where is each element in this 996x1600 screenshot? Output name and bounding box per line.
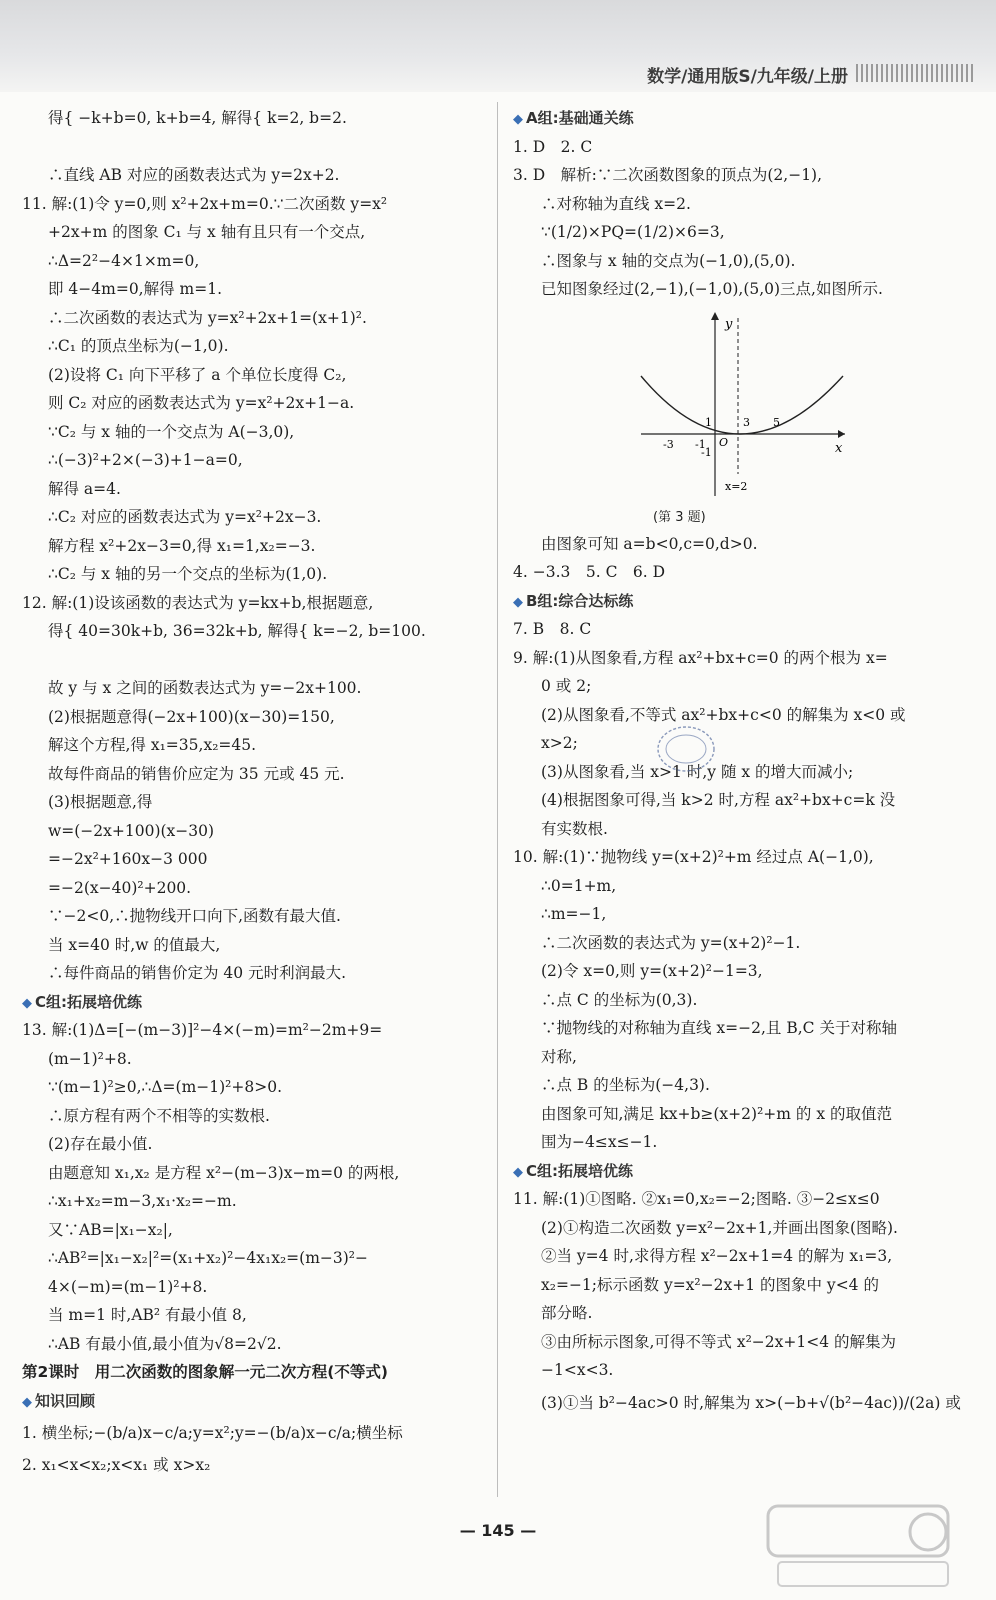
text-line: (3)根据题意,得 [48, 793, 153, 811]
section-heading: ◆ A组:基础通关练 [513, 109, 634, 127]
text-line: ∴二次函数的表达式为 y=(x+2)²−1. [541, 933, 801, 952]
text-line: 又∵AB=|x₁−x₂|, [48, 1220, 173, 1239]
text-line: 得{ −k+b=0, k+b=4, 解得{ k=2, b=2. [48, 109, 347, 127]
text-line: (2)①构造二次函数 y=x²−2x+1,并画出图象(图略). [541, 1218, 898, 1237]
parabola-graph [513, 306, 979, 504]
text-line: ∴x₁+x₂=m−3,x₁·x₂=−m. [48, 1192, 237, 1210]
diamond-icon: ◆ [513, 1164, 523, 1180]
text-line: 解这个方程,得 x₁=35,x₂=45. [48, 736, 257, 754]
text-line: 12. 解:(1)设该函数的表达式为 y=kx+b,根据题意, [22, 593, 374, 612]
x-axis-label: x [835, 440, 843, 456]
section-heading: ◆ C组:拓展培优练 [22, 992, 143, 1011]
text-line: 解方程 x²+2x−3=0,得 x₁=1,x₂=−3. [48, 536, 316, 555]
text-line: 则 C₂ 对应的函数表达式为 y=x²+2x+1−a. [48, 394, 355, 412]
diamond-icon: ◆ [513, 112, 523, 127]
text-line: 故每件商品的销售价应定为 35 元或 45 元. [48, 764, 345, 783]
text-line: 1. D 2. C [513, 137, 593, 156]
text-line: ∴点 C 的坐标为(0,3). [541, 990, 698, 1009]
text-line: 0 或 2; [541, 677, 592, 695]
text-line: 11. 解:(1)①图略. ②x₁=0,x₂=−2;图略. ③−2≤x≤0 [513, 1190, 880, 1208]
figure-caption: (第 3 题) [653, 509, 706, 525]
text-line: ∴图象与 x 轴的交点为(−1,0),(5,0). [541, 251, 796, 270]
text-line: x>2; [541, 734, 578, 752]
y-axis-label: y [725, 316, 733, 332]
text-line: ∵抛物线的对称轴为直线 x=−2,且 B,C 关于对称轴 [541, 1019, 897, 1037]
right-column [513, 104, 979, 1421]
stamp-seal [654, 722, 718, 776]
text-line: (2)设将 C₁ 向下平移了 a 个单位长度得 C₂, [48, 365, 347, 384]
y-axis-arrow [711, 312, 719, 320]
text-line: 由图象可知,满足 kx+b≥(x+2)²+m 的 x 的取值范 [541, 1104, 892, 1123]
text-line: =−2(x−40)²+200. [48, 878, 192, 897]
origin-label: O [719, 435, 729, 449]
graph-svg [633, 306, 853, 504]
text-line: (2)从图象看,不等式 ax²+bx+c<0 的解集为 x<0 或 [541, 705, 906, 724]
text-line: ∴原方程有两个不相等的实数根. [48, 1106, 270, 1125]
text-line: 4×(−m)=(m−1)²+8. [48, 1277, 208, 1296]
text-line: 7. B 8. C [513, 620, 592, 638]
text-line: 当 x=40 时,w 的值最大, [48, 935, 221, 954]
text-line: ∵(m−1)²≥0,∴Δ=(m−1)²+8>0. [48, 1078, 283, 1096]
text-line: 有实数根. [541, 819, 608, 838]
tick-label: -3 [663, 437, 674, 451]
text-line: 9. 解:(1)从图象看,方程 ax²+bx+c=0 的两个根为 x= [513, 648, 888, 667]
text-line: 4. −3.3 5. C 6. D [513, 563, 666, 581]
text-line: (2)令 x=0,则 y=(x+2)²−1=3, [541, 962, 763, 980]
text-line: −1<x<3. [541, 1361, 614, 1379]
text-line: (2)根据题意得(−2x+100)(x−30)=150, [48, 707, 335, 726]
text-line: ∵−2<0,∴抛物线开口向下,函数有最大值. [48, 907, 341, 925]
text-line: 11. 解:(1)令 y=0,则 x²+2x+m=0.∵二次函数 y=x² [22, 194, 388, 213]
text-line: 得{ 40=30k+b, 36=32k+b, 解得{ k=−2, b=100. [48, 622, 426, 640]
text-line: 2. x₁<x<x₂;x<x₁ 或 x>x₂ [22, 1456, 211, 1474]
text-line: (m−1)²+8. [48, 1049, 132, 1068]
text-line: ∴AB²=|x₁−x₂|²=(x₁+x₂)²−4x₁x₂=(m−3)²− [48, 1249, 368, 1267]
diamond-icon: ◆ [22, 995, 32, 1011]
text-line: ∴C₂ 与 x 轴的另一个交点的坐标为(1,0). [48, 565, 328, 583]
text-line: ∴C₁ 的顶点坐标为(−1,0). [48, 337, 229, 355]
text-line: 解得 a=4. [48, 479, 121, 498]
text-line: ②当 y=4 时,求得方程 x²−2x+1=4 的解为 x₁=3, [541, 1247, 893, 1265]
column-divider [497, 102, 498, 1497]
lesson-title: 第2课时 用二次函数的图象解一元二次方程(不等式) [22, 1363, 388, 1381]
text-line: ∴Δ=2²−4×1×m=0, [48, 251, 200, 270]
page-header [0, 0, 996, 92]
text-line: 部分略. [541, 1304, 593, 1322]
text-line: (2)存在最小值. [48, 1135, 153, 1153]
y-tick-label: 1 [705, 415, 712, 429]
text-line: ∴每件商品的销售价定为 40 元时利润最大. [48, 964, 347, 982]
text-line: =−2x²+160x−3 000 [48, 850, 208, 868]
text-line: 围为−4≤x≤−1. [541, 1133, 658, 1151]
text-line: ∴(−3)²+2×(−3)+1−a=0, [48, 451, 243, 469]
text-line: (3)从图象看,当 x>1 时,y 随 x 的增大而减小; [541, 762, 854, 781]
text-line: (3)①当 b²−4ac>0 时,解集为 x>(−b+√(b²−4ac))/(2a) 或 [541, 1393, 961, 1412]
tick-label: 5 [773, 415, 780, 429]
text-line: ∴C₂ 对应的函数表达式为 y=x²+2x−3. [48, 508, 322, 526]
watermark-logo [748, 1500, 968, 1592]
book-title: 数学/通用版S/九年级/上册 [647, 67, 848, 87]
left-column [22, 104, 482, 1480]
section-heading: ◆ 知识回顾 [22, 1391, 96, 1410]
text-line: w=(−2x+100)(x−30) [48, 821, 215, 840]
x-axis-arrow [838, 430, 845, 438]
text-line: ∴m=−1, [541, 905, 607, 923]
text-line: 故 y 与 x 之间的函数表达式为 y=−2x+100. [48, 679, 362, 697]
text-line: ∵(1/2)×PQ=(1/2)×6=3, [541, 223, 725, 241]
text-line: 13. 解:(1)Δ=[−(m−3)]²−4×(−m)=m²−2m+9= [22, 1021, 383, 1039]
parabola-curve [641, 376, 843, 434]
text-line: ③由所标示图象,可得不等式 x²−2x+1<4 的解集为 [541, 1332, 897, 1351]
symmetry-label: x=2 [725, 479, 748, 493]
text-line: ∴点 B 的坐标为(−4,3). [541, 1076, 710, 1094]
text-line: 3. D 解析:∵二次函数图象的顶点为(2,−1), [513, 166, 823, 184]
text-line: 即 4−4m=0,解得 m=1. [48, 280, 223, 298]
tick-label: -1 [695, 437, 706, 451]
text-line: 已知图象经过(2,−1),(−1,0),(5,0)三点,如图所示. [541, 280, 883, 298]
text-line: (4)根据图象可得,当 k>2 时,方程 ax²+bx+c=k 没 [541, 791, 896, 809]
text-line: ∴AB 有最小值,最小值为√8=2√2. [48, 1334, 282, 1353]
section-heading: ◆ B组:综合达标练 [513, 591, 634, 610]
section-heading: ◆ C组:拓展培优练 [513, 1161, 634, 1180]
page-number: — 145 — [459, 1521, 537, 1540]
text-line: +2x+m 的图象 C₁ 与 x 轴有且只有一个交点, [48, 223, 366, 241]
text-line: 10. 解:(1)∵抛物线 y=(x+2)²+m 经过点 A(−1,0), [513, 848, 874, 866]
text-line: 1. 横坐标;−(b/a)x−c/a;y=x²;y=−(b/a)x−c/a;横坐标 [22, 1424, 403, 1442]
text-line: 由题意知 x₁,x₂ 是方程 x²−(m−3)x−m=0 的两根, [48, 1163, 400, 1182]
text-line: ∴对称轴为直线 x=2. [541, 194, 691, 213]
y-tick-label: -1 [701, 445, 712, 459]
text-line: ∴直线 AB 对应的函数表达式为 y=2x+2. [48, 166, 340, 184]
text-line: x₂=−1;标示函数 y=x²−2x+1 的图象中 y<4 的 [541, 1275, 879, 1294]
text-line: 当 m=1 时,AB² 有最小值 8, [48, 1306, 247, 1324]
diamond-icon: ◆ [22, 1394, 32, 1410]
text-line: 对称, [541, 1047, 577, 1066]
text-line: 由图象可知 a=b<0,c=0,d>0. [541, 534, 758, 553]
text-line: ∵C₂ 与 x 轴的一个交点为 A(−3,0), [48, 422, 295, 441]
text-line: ∴二次函数的表达式为 y=x²+2x+1=(x+1)². [48, 308, 367, 327]
diamond-icon: ◆ [513, 594, 523, 610]
header-decoration [856, 64, 976, 82]
text-line: ∴0=1+m, [541, 876, 617, 895]
tick-label: 3 [743, 415, 750, 429]
